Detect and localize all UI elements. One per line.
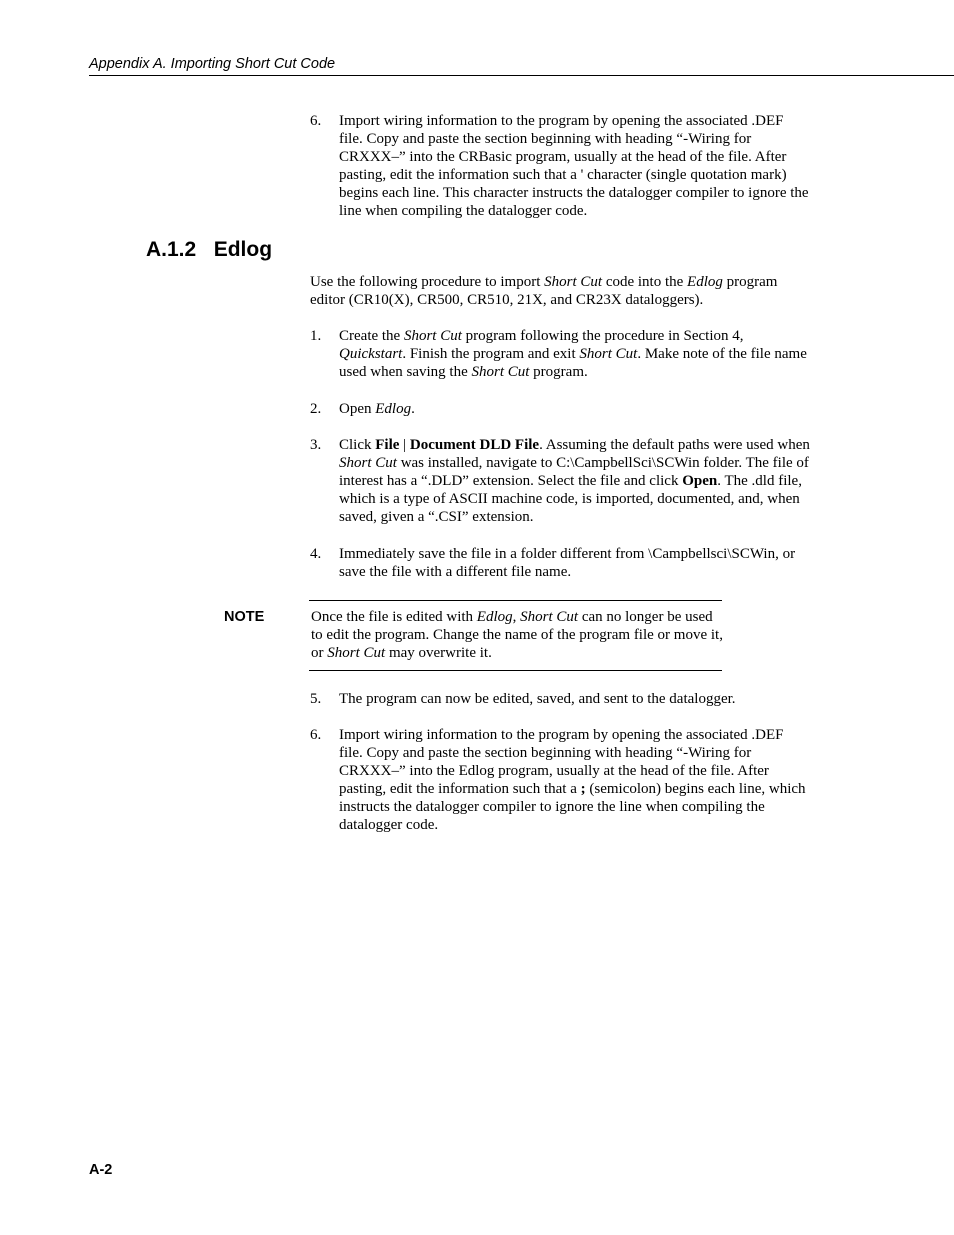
step-number: 3. — [310, 437, 322, 453]
intro-paragraph: Use the following procedure to import Short Cut code into the Edlog program editor (CR10(X), CR500, CR510, 21X, and CR23X dataloggers). — [310, 274, 778, 308]
step-text: Create the Short Cut program following the procedure in Section 4, Quickstart. Finish the program and exit Short Cut. Make note of the file name used when saving the Short Cut program. — [339, 328, 807, 380]
step-text: Click File | Document DLD File. Assuming the default paths were used when Short Cut was installed, navigate to C:\CampbellSci\SCWin folder. The file of interest has a “.DLD” extension. Select the file and click Open. The .dld file, which is a type of ASCII machine code, is imported, documented, and, when saved, given a “.CSI” extension. — [339, 437, 810, 525]
edlog-step-5 — [310, 690, 810, 708]
edlog-step-4 — [310, 545, 810, 581]
note-top-rule — [309, 600, 722, 601]
step-text: Open Edlog. — [339, 401, 415, 417]
step-text: The program can now be edited, saved, and sent to the datalogger. — [339, 691, 736, 707]
section-heading — [146, 237, 272, 263]
step-number: 4. — [310, 546, 322, 562]
note-text: Once the file is edited with Edlog, Short Cut can no longer be used to edit the program. Change the name of the program file or move it, or Short Cut may overwrite it. — [311, 609, 723, 661]
step-number: 1. — [310, 328, 322, 344]
step-number: 5. — [310, 691, 322, 707]
crbasic-step-6 — [310, 112, 810, 220]
section-number: A.1.2 — [146, 238, 197, 261]
section-title: Edlog — [213, 238, 273, 261]
step-text: Immediately save the file in a folder different from \Campbellsci\SCWin, or save the file with a different file name. — [339, 546, 796, 580]
step-text: Import wiring information to the program by opening the associated .DEF file. Copy and paste the section beginning with heading “-Wiring for CRXXX–” into the CRBasic program, usually at the head of the file. After pasting, edit the information such that a ' character (single quotation mark) begins each line. This character instructs the datalogger compiler to ignore the line when compiling the datalogger code. — [339, 113, 809, 219]
step-number: 2. — [310, 401, 322, 417]
edlog-step-3 — [310, 436, 810, 526]
note-label: NOTE — [224, 609, 265, 625]
step-text: Import wiring information to the program by opening the associated .DEF file. Copy and paste the section beginning with heading “-Wiring for CRXXX–” into the Edlog program, usually at the head of the file. After pasting, edit the information such that a ; (semicolon) begins each line, which instructs the datalogger compiler to ignore the line when compiling the datalogger code. — [339, 727, 806, 833]
step-number: 6. — [310, 113, 322, 129]
edlog-step-6 — [310, 726, 810, 834]
running-header: Appendix A. Importing Short Cut Code — [89, 55, 954, 76]
note-bottom-rule — [309, 670, 722, 671]
edlog-step-1 — [310, 327, 810, 381]
step-number: 6. — [310, 727, 322, 743]
page-number: A-2 — [89, 1162, 113, 1178]
edlog-step-2 — [310, 400, 810, 418]
